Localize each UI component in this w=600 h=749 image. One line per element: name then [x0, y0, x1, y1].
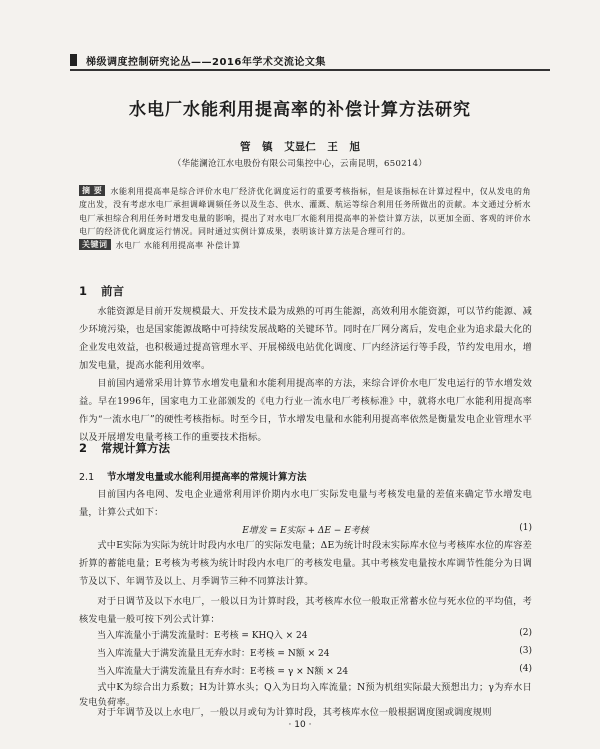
abstract — [79, 185, 531, 239]
section-heading — [79, 440, 170, 456]
paper-title: 水电厂水能利用提高率的补偿计算方法研究 — [129, 100, 471, 120]
equation-number: (1) — [519, 523, 532, 533]
paragraph: 目前国内各电网、发电企业通常利用评价期内水电厂实际发电量与考核发电量的差值来确定节水增发电量，计算公式如下： — [79, 489, 532, 518]
equation-row — [79, 664, 532, 680]
keywords — [79, 239, 531, 252]
equation-number: (2) — [519, 628, 532, 638]
paragraph: 对于日调节及以下水电厂，一般以日为计算时段，其考核库水位一般取正常蓄水位与死水位的平均值，考核发电量一般可按下列公式计算： — [79, 596, 532, 625]
equation: 当入库流量小于满发流量时：E考核 = KHQ入 × 24 — [97, 631, 308, 641]
page-number: · 10 · — [288, 720, 312, 730]
abstract-label: 摘 要 — [79, 185, 105, 196]
running-header — [70, 53, 550, 67]
equation: E增发 = E实际 + ΔE − E考核 — [242, 526, 369, 536]
equation: 当入库流量大于满发流量且有弃水时：E考核 = γ × N额 × 24 — [97, 667, 349, 677]
equation-row — [79, 646, 532, 662]
keywords-text: 水电厂 水能利用提高率 补偿计算 — [115, 241, 241, 250]
header-marker — [70, 54, 77, 66]
subsection-heading — [79, 469, 307, 483]
subsection-number: 2.1 — [79, 472, 95, 483]
equation-row — [79, 628, 532, 644]
section-title: 常规计算方法 — [101, 441, 170, 455]
paper-authors: 管 镇 艾显仁 王 旭 — [239, 141, 361, 153]
keywords-label: 关键词 — [79, 239, 111, 250]
paragraph: 目前国内通常采用计算节水增发电量和水能利用提高率的方法，来综合评价水电厂发电运行的节水增发效益。早在1996年，国家电力工业部颁发的《电力行业一流水电厂考核标准》中，就将水电厂水能利用提高率作为“一流水电厂”的硬性考核指标。时至今日，节水增发电量和水能利用提高率依然是衡量发电企业管理水平以及开展增发电量考核工作的重要技术指标。 — [79, 378, 532, 443]
paragraph: 对于年调节及以上水电厂，一般以月或旬为计算时段，其考核库水位一般根据调度图或调度规则 — [97, 707, 492, 718]
equation-number: (3) — [519, 646, 532, 656]
paragraph: 水能资源是目前开发规模最大、开发技术最为成熟的可再生能源，高效利用水能资源，可以节约能源、减少环境污染，也是国家能源战略中可持续发展战略的关键环节。同时在厂网分离后，发电企业为追求最大化的企业发电效益，也积极通过提高管理水平、开展梯级电站优化调度、厂内经济运行等手段，节约发电用水，增加发电量，提高水能利用效率。 — [79, 306, 532, 371]
series-title: 梯级调度控制研究论丛——2016年学术交流论文集 — [86, 57, 326, 68]
subsection-title: 节水增发电量或水能利用提高率的常规计算方法 — [107, 472, 307, 483]
paragraph: 式中E实际为实际为统计时段内水电厂的实际发电量；ΔE为统计时段末实际库水位与考核库水位的库容差折算的蓄能电量；E考核为考核为统计时段内水电厂的考核发电量。其中考核发电量按水库调节性能分为日调节及以下、年调节及以上、月季调节三种不同算法计算。 — [79, 540, 532, 587]
equation-number: (4) — [519, 664, 532, 674]
abstract-text: 水能利用提高率是综合评价水电厂经济优化调度运行的重要考核指标，但是该指标在计算过程中，仅从发电的角度出发，没有考虑水电厂承担调峰调频任务以及生态、供水、灌溉、航运等综合利用任务所做出的贡献。本文通过分析水电厂承担综合利用任务时增发电量的影响，提出了对水电厂水能利用提高率的补偿计算方法，以更加全面、客观的评价水电厂的经济优化调度运行情况。同时通过实例计算成果，表明该计算方法是合理可行的。 — [79, 187, 531, 237]
section-title: 前言 — [101, 284, 124, 298]
paragraph: 式中K为综合出力系数；H为计算水头；Q入为日均入库流量；N预为机组实际最大预想出力；γ为弃水日发电负荷率。 — [79, 682, 532, 708]
section-number: 1 — [79, 284, 88, 298]
paper-affiliation: （华能澜沧江水电股份有限公司集控中心，云南昆明，650214） — [172, 159, 428, 169]
section-heading — [79, 283, 124, 299]
equation: 当入库流量大于满发流量且无弃水时：E考核 = N额 × 24 — [97, 649, 330, 659]
section-number: 2 — [79, 441, 88, 455]
header-rule — [70, 69, 550, 71]
